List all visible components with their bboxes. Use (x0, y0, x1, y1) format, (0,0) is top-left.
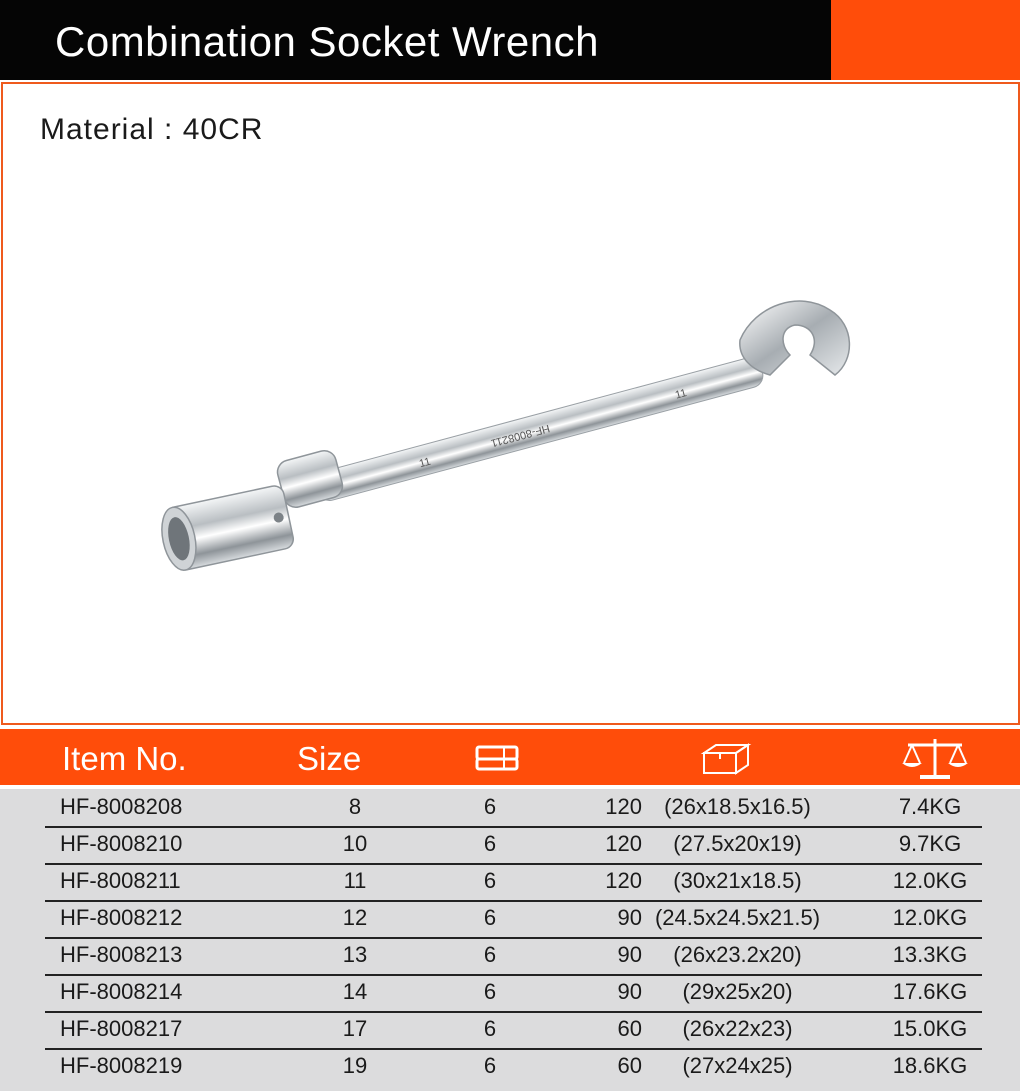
cell-carton-dims: (24.5x24.5x21.5) (654, 905, 821, 930)
cell-item-no: HF-8008214 (60, 979, 183, 1004)
cell-pcs: 6 (483, 1053, 497, 1078)
cell-carton-qty: 90 (617, 905, 642, 930)
cell-pcs: 6 (483, 794, 497, 819)
table-row (45, 826, 982, 865)
cell-weight: 12.0KG (892, 868, 968, 893)
cell-carton-qty: 120 (605, 794, 642, 819)
material-label: Material : 40CR (40, 113, 264, 146)
cell-carton-dims: (26x18.5x16.5) (664, 794, 811, 819)
cell-size: 19 (342, 1053, 368, 1078)
table-row (45, 1048, 982, 1085)
cell-size: 11 (343, 868, 367, 893)
table-row (45, 937, 982, 976)
wrench-marking-size-left: 11 (417, 455, 433, 471)
cell-weight: 17.6KG (892, 979, 968, 1004)
table-body (0, 789, 1020, 1091)
cell-carton-dims: (26x23.2x20) (673, 942, 802, 967)
cell-carton-qty: 60 (617, 1053, 642, 1078)
cell-carton-dims: (30x21x18.5) (673, 868, 802, 893)
cell-carton-dims: (27x24x25) (682, 1053, 793, 1078)
cell-pcs: 6 (483, 831, 497, 856)
cell-size: 8 (348, 794, 362, 819)
cell-item-no: HF-8008219 (60, 1053, 183, 1078)
cell-item-no: HF-8008217 (60, 1016, 183, 1041)
column-header-item-no: Item No. (62, 740, 187, 777)
cell-weight: 18.6KG (892, 1053, 968, 1078)
cell-item-no: HF-8008210 (60, 831, 183, 856)
cell-pcs: 6 (483, 905, 497, 930)
cell-carton-dims: (26x22x23) (682, 1016, 793, 1041)
cell-weight: 9.7KG (898, 831, 962, 856)
table-row (45, 789, 982, 828)
cell-weight: 13.3KG (892, 942, 968, 967)
carton-icon (700, 739, 752, 777)
cell-carton-dims: (27.5x20x19) (673, 831, 802, 856)
scale-icon (900, 735, 970, 781)
cell-item-no: HF-8008212 (60, 905, 183, 930)
cell-carton-qty: 60 (617, 1016, 642, 1041)
cell-pcs: 6 (483, 979, 497, 1004)
wrench-image (140, 270, 880, 600)
cell-carton-qty: 90 (617, 979, 642, 1004)
wrench-marking-id: HF-8008211 (489, 421, 551, 449)
cell-carton-qty: 120 (605, 868, 642, 893)
cell-weight: 7.4KG (898, 794, 962, 819)
cell-item-no: HF-8008213 (60, 942, 183, 967)
cell-pcs: 6 (483, 1016, 497, 1041)
wrench-marking-size-right: 11 (673, 387, 689, 402)
cell-size: 13 (342, 942, 368, 967)
cell-item-no: HF-8008208 (60, 794, 183, 819)
cell-size: 10 (342, 831, 368, 856)
cell-carton-qty: 120 (605, 831, 642, 856)
table-row (45, 863, 982, 902)
table-row (45, 974, 982, 1013)
column-header-size: Size (297, 740, 362, 777)
cell-weight: 12.0KG (892, 905, 968, 930)
box-icon (474, 743, 522, 773)
title-bar-accent (831, 0, 1020, 80)
page-title: Combination Socket Wrench (55, 18, 599, 65)
table-row (45, 1011, 982, 1050)
cell-size: 12 (342, 905, 368, 930)
cell-size: 14 (342, 979, 368, 1004)
cell-size: 17 (342, 1016, 368, 1041)
cell-item-no: HF-8008211 (60, 868, 181, 893)
cell-weight: 15.0KG (892, 1016, 968, 1041)
cell-carton-qty: 90 (617, 942, 642, 967)
cell-pcs: 6 (483, 942, 497, 967)
cell-pcs: 6 (483, 868, 497, 893)
table-row (45, 900, 982, 939)
cell-carton-dims: (29x25x20) (682, 979, 793, 1004)
table-header (0, 729, 1020, 785)
